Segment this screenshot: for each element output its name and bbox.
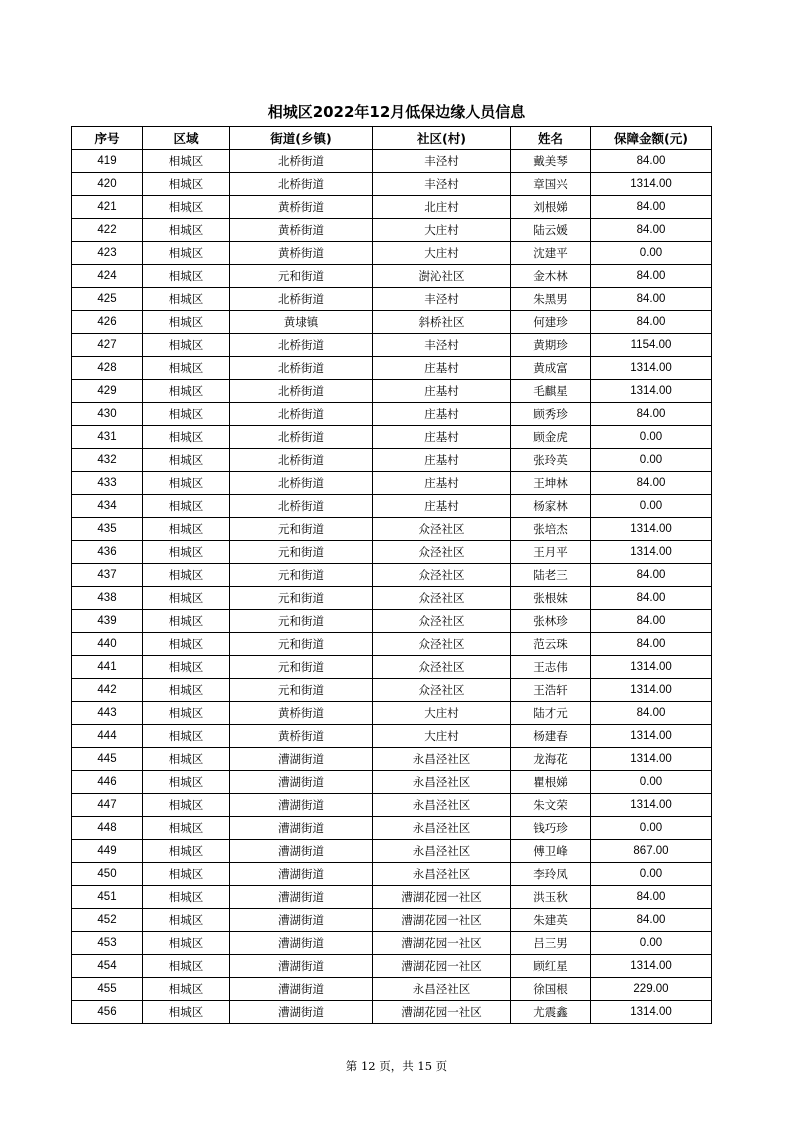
community-cell: 丰泾村 — [373, 150, 511, 173]
community-cell: 丰泾村 — [373, 334, 511, 357]
street-cell: 漕湖街道 — [230, 978, 373, 1001]
table-row — [72, 311, 712, 334]
table-row — [72, 748, 712, 771]
street-cell: 北桥街道 — [230, 380, 373, 403]
name-cell: 黄成富 — [511, 357, 591, 380]
street-cell: 元和街道 — [230, 518, 373, 541]
table-row — [72, 817, 712, 840]
name-cell: 陆云媛 — [511, 219, 591, 242]
table-row — [72, 426, 712, 449]
name-cell: 杨家林 — [511, 495, 591, 518]
name-cell: 金木林 — [511, 265, 591, 288]
index-cell: 436 — [72, 541, 143, 564]
name-cell: 龙海花 — [511, 748, 591, 771]
name-cell: 张林珍 — [511, 610, 591, 633]
region-cell: 相城区 — [143, 978, 230, 1001]
region-cell: 相城区 — [143, 633, 230, 656]
amount-cell: 1314.00 — [591, 357, 712, 380]
street-cell: 黄桥街道 — [230, 219, 373, 242]
region-cell: 相城区 — [143, 357, 230, 380]
table-row — [72, 449, 712, 472]
street-cell: 黄桥街道 — [230, 702, 373, 725]
street-cell: 漕湖街道 — [230, 863, 373, 886]
community-cell: 庄基村 — [373, 495, 511, 518]
index-cell: 447 — [72, 794, 143, 817]
community-cell: 众泾社区 — [373, 633, 511, 656]
community-cell: 漕湖花园一社区 — [373, 1001, 511, 1024]
column-header-name: 姓名 — [511, 127, 591, 150]
region-cell: 相城区 — [143, 449, 230, 472]
recipients-table — [71, 126, 712, 1024]
table-header-row — [72, 127, 712, 150]
region-cell: 相城区 — [143, 173, 230, 196]
street-cell: 元和街道 — [230, 564, 373, 587]
name-cell: 洪玉秋 — [511, 886, 591, 909]
column-header-community: 社区(村) — [373, 127, 511, 150]
table-row — [72, 219, 712, 242]
index-cell: 421 — [72, 196, 143, 219]
community-cell: 庄基村 — [373, 426, 511, 449]
street-cell: 漕湖街道 — [230, 886, 373, 909]
name-cell: 陆老三 — [511, 564, 591, 587]
community-cell: 漕湖花园一社区 — [373, 955, 511, 978]
table-row — [72, 380, 712, 403]
index-cell: 443 — [72, 702, 143, 725]
table-row — [72, 334, 712, 357]
street-cell: 漕湖街道 — [230, 1001, 373, 1024]
community-cell: 永昌泾社区 — [373, 748, 511, 771]
community-cell: 永昌泾社区 — [373, 817, 511, 840]
index-cell: 451 — [72, 886, 143, 909]
index-cell: 452 — [72, 909, 143, 932]
index-cell: 442 — [72, 679, 143, 702]
street-cell: 北桥街道 — [230, 449, 373, 472]
amount-cell: 0.00 — [591, 426, 712, 449]
region-cell: 相城区 — [143, 219, 230, 242]
community-cell: 永昌泾社区 — [373, 771, 511, 794]
table-row — [72, 909, 712, 932]
table-row — [72, 564, 712, 587]
name-cell: 瞿根娣 — [511, 771, 591, 794]
page-number: 第 12 页，共 15 页 — [345, 1059, 448, 1073]
region-cell: 相城区 — [143, 518, 230, 541]
index-cell: 430 — [72, 403, 143, 426]
column-header-region: 区域 — [143, 127, 230, 150]
street-cell: 黄埭镇 — [230, 311, 373, 334]
region-cell: 相城区 — [143, 771, 230, 794]
community-cell: 漕湖花园一社区 — [373, 909, 511, 932]
amount-cell: 0.00 — [591, 449, 712, 472]
region-cell: 相城区 — [143, 725, 230, 748]
name-cell: 张玲英 — [511, 449, 591, 472]
amount-cell: 84.00 — [591, 909, 712, 932]
region-cell: 相城区 — [143, 403, 230, 426]
amount-cell: 867.00 — [591, 840, 712, 863]
region-cell: 相城区 — [143, 840, 230, 863]
street-cell: 北桥街道 — [230, 334, 373, 357]
amount-cell: 84.00 — [591, 150, 712, 173]
community-cell: 永昌泾社区 — [373, 863, 511, 886]
street-cell: 元和街道 — [230, 679, 373, 702]
index-cell: 434 — [72, 495, 143, 518]
region-cell: 相城区 — [143, 794, 230, 817]
table-row — [72, 679, 712, 702]
region-cell: 相城区 — [143, 541, 230, 564]
amount-cell: 0.00 — [591, 817, 712, 840]
community-cell: 众泾社区 — [373, 518, 511, 541]
index-cell: 419 — [72, 150, 143, 173]
street-cell: 元和街道 — [230, 265, 373, 288]
region-cell: 相城区 — [143, 472, 230, 495]
name-cell: 张培杰 — [511, 518, 591, 541]
street-cell: 元和街道 — [230, 541, 373, 564]
table-row — [72, 196, 712, 219]
region-cell: 相城区 — [143, 863, 230, 886]
index-cell: 454 — [72, 955, 143, 978]
index-cell: 429 — [72, 380, 143, 403]
region-cell: 相城区 — [143, 817, 230, 840]
region-cell: 相城区 — [143, 242, 230, 265]
amount-cell: 84.00 — [591, 265, 712, 288]
name-cell: 傅卫峰 — [511, 840, 591, 863]
amount-cell: 1314.00 — [591, 955, 712, 978]
table-body — [72, 150, 712, 1024]
table-row — [72, 242, 712, 265]
amount-cell: 1314.00 — [591, 1001, 712, 1024]
region-cell: 相城区 — [143, 909, 230, 932]
community-cell: 庄基村 — [373, 403, 511, 426]
region-cell: 相城区 — [143, 334, 230, 357]
index-cell: 427 — [72, 334, 143, 357]
table-row — [72, 610, 712, 633]
name-cell: 范云珠 — [511, 633, 591, 656]
street-cell: 黄桥街道 — [230, 196, 373, 219]
index-cell: 453 — [72, 932, 143, 955]
name-cell: 张根妹 — [511, 587, 591, 610]
table-row — [72, 403, 712, 426]
community-cell: 庄基村 — [373, 449, 511, 472]
name-cell: 刘根娣 — [511, 196, 591, 219]
column-header-street: 街道(乡镇) — [230, 127, 373, 150]
amount-cell: 0.00 — [591, 932, 712, 955]
index-cell: 450 — [72, 863, 143, 886]
community-cell: 漕湖花园一社区 — [373, 886, 511, 909]
street-cell: 漕湖街道 — [230, 840, 373, 863]
table-row — [72, 633, 712, 656]
index-cell: 431 — [72, 426, 143, 449]
index-cell: 433 — [72, 472, 143, 495]
column-header-index: 序号 — [72, 127, 143, 150]
amount-cell: 84.00 — [591, 886, 712, 909]
index-cell: 444 — [72, 725, 143, 748]
table-row — [72, 495, 712, 518]
amount-cell: 0.00 — [591, 863, 712, 886]
amount-cell: 0.00 — [591, 242, 712, 265]
name-cell: 朱建英 — [511, 909, 591, 932]
name-cell: 何建珍 — [511, 311, 591, 334]
index-cell: 435 — [72, 518, 143, 541]
name-cell: 顾秀珍 — [511, 403, 591, 426]
name-cell: 朱文荣 — [511, 794, 591, 817]
amount-cell: 84.00 — [591, 610, 712, 633]
amount-cell: 84.00 — [591, 288, 712, 311]
amount-cell: 1154.00 — [591, 334, 712, 357]
street-cell: 漕湖街道 — [230, 817, 373, 840]
region-cell: 相城区 — [143, 380, 230, 403]
region-cell: 相城区 — [143, 932, 230, 955]
amount-cell: 84.00 — [591, 702, 712, 725]
table-row — [72, 840, 712, 863]
street-cell: 漕湖街道 — [230, 794, 373, 817]
street-cell: 北桥街道 — [230, 288, 373, 311]
amount-cell: 1314.00 — [591, 380, 712, 403]
name-cell: 王浩轩 — [511, 679, 591, 702]
name-cell: 毛麒星 — [511, 380, 591, 403]
amount-cell: 84.00 — [591, 403, 712, 426]
name-cell: 章国兴 — [511, 173, 591, 196]
name-cell: 王月平 — [511, 541, 591, 564]
street-cell: 黄桥街道 — [230, 242, 373, 265]
index-cell: 432 — [72, 449, 143, 472]
street-cell: 元和街道 — [230, 633, 373, 656]
street-cell: 北桥街道 — [230, 403, 373, 426]
community-cell: 永昌泾社区 — [373, 978, 511, 1001]
table-row — [72, 541, 712, 564]
table-row — [72, 656, 712, 679]
name-cell: 杨建春 — [511, 725, 591, 748]
index-cell: 455 — [72, 978, 143, 1001]
table-row — [72, 932, 712, 955]
amount-cell: 0.00 — [591, 495, 712, 518]
community-cell: 庄基村 — [373, 472, 511, 495]
community-cell: 大庄村 — [373, 702, 511, 725]
street-cell: 漕湖街道 — [230, 748, 373, 771]
region-cell: 相城区 — [143, 886, 230, 909]
region-cell: 相城区 — [143, 1001, 230, 1024]
amount-cell: 84.00 — [591, 472, 712, 495]
community-cell: 丰泾村 — [373, 173, 511, 196]
index-cell: 420 — [72, 173, 143, 196]
street-cell: 北桥街道 — [230, 173, 373, 196]
table-row — [72, 1001, 712, 1024]
index-cell: 441 — [72, 656, 143, 679]
region-cell: 相城区 — [143, 311, 230, 334]
community-cell: 大庄村 — [373, 219, 511, 242]
index-cell: 423 — [72, 242, 143, 265]
name-cell: 吕三男 — [511, 932, 591, 955]
community-cell: 漕湖花园一社区 — [373, 932, 511, 955]
table-row — [72, 771, 712, 794]
community-cell: 众泾社区 — [373, 587, 511, 610]
index-cell: 448 — [72, 817, 143, 840]
table-row — [72, 978, 712, 1001]
amount-cell: 1314.00 — [591, 173, 712, 196]
index-cell: 422 — [72, 219, 143, 242]
index-cell: 426 — [72, 311, 143, 334]
street-cell: 北桥街道 — [230, 357, 373, 380]
street-cell: 漕湖街道 — [230, 955, 373, 978]
region-cell: 相城区 — [143, 702, 230, 725]
street-cell: 元和街道 — [230, 587, 373, 610]
amount-cell: 1314.00 — [591, 748, 712, 771]
region-cell: 相城区 — [143, 679, 230, 702]
community-cell: 众泾社区 — [373, 656, 511, 679]
index-cell: 437 — [72, 564, 143, 587]
street-cell: 北桥街道 — [230, 495, 373, 518]
street-cell: 漕湖街道 — [230, 932, 373, 955]
page-title: 相城区2022年12月低保边缘人员信息 — [267, 103, 526, 121]
amount-cell: 0.00 — [591, 771, 712, 794]
name-cell: 朱黑男 — [511, 288, 591, 311]
table-row — [72, 886, 712, 909]
index-cell: 424 — [72, 265, 143, 288]
index-cell: 440 — [72, 633, 143, 656]
region-cell: 相城区 — [143, 495, 230, 518]
street-cell: 黄桥街道 — [230, 725, 373, 748]
community-cell: 永昌泾社区 — [373, 840, 511, 863]
index-cell: 438 — [72, 587, 143, 610]
community-cell: 众泾社区 — [373, 610, 511, 633]
name-cell: 王坤林 — [511, 472, 591, 495]
community-cell: 大庄村 — [373, 242, 511, 265]
table-row — [72, 955, 712, 978]
table-row — [72, 587, 712, 610]
amount-cell: 84.00 — [591, 219, 712, 242]
name-cell: 钱巧珍 — [511, 817, 591, 840]
name-cell: 尤震鑫 — [511, 1001, 591, 1024]
index-cell: 439 — [72, 610, 143, 633]
table-row — [72, 265, 712, 288]
region-cell: 相城区 — [143, 288, 230, 311]
amount-cell: 1314.00 — [591, 794, 712, 817]
street-cell: 漕湖街道 — [230, 771, 373, 794]
name-cell: 沈建平 — [511, 242, 591, 265]
name-cell: 李玲凤 — [511, 863, 591, 886]
street-cell: 元和街道 — [230, 656, 373, 679]
community-cell: 澍沁社区 — [373, 265, 511, 288]
amount-cell: 84.00 — [591, 587, 712, 610]
index-cell: 449 — [72, 840, 143, 863]
index-cell: 456 — [72, 1001, 143, 1024]
index-cell: 446 — [72, 771, 143, 794]
amount-cell: 229.00 — [591, 978, 712, 1001]
name-cell: 顾金虎 — [511, 426, 591, 449]
street-cell: 元和街道 — [230, 610, 373, 633]
amount-cell: 84.00 — [591, 311, 712, 334]
column-header-amount: 保障金额(元) — [591, 127, 712, 150]
amount-cell: 84.00 — [591, 633, 712, 656]
street-cell: 北桥街道 — [230, 426, 373, 449]
community-cell: 斜桥社区 — [373, 311, 511, 334]
street-cell: 北桥街道 — [230, 150, 373, 173]
community-cell: 众泾社区 — [373, 541, 511, 564]
amount-cell: 1314.00 — [591, 679, 712, 702]
amount-cell: 1314.00 — [591, 725, 712, 748]
region-cell: 相城区 — [143, 564, 230, 587]
community-cell: 庄基村 — [373, 380, 511, 403]
index-cell: 425 — [72, 288, 143, 311]
table-row — [72, 288, 712, 311]
region-cell: 相城区 — [143, 196, 230, 219]
region-cell: 相城区 — [143, 610, 230, 633]
name-cell: 顾红星 — [511, 955, 591, 978]
region-cell: 相城区 — [143, 656, 230, 679]
table-row — [72, 472, 712, 495]
amount-cell: 84.00 — [591, 564, 712, 587]
community-cell: 众泾社区 — [373, 564, 511, 587]
street-cell: 北桥街道 — [230, 472, 373, 495]
street-cell: 漕湖街道 — [230, 909, 373, 932]
community-cell: 大庄村 — [373, 725, 511, 748]
region-cell: 相城区 — [143, 426, 230, 449]
community-cell: 永昌泾社区 — [373, 794, 511, 817]
amount-cell: 84.00 — [591, 196, 712, 219]
region-cell: 相城区 — [143, 748, 230, 771]
name-cell: 黄期珍 — [511, 334, 591, 357]
name-cell: 王志伟 — [511, 656, 591, 679]
table-row — [72, 794, 712, 817]
region-cell: 相城区 — [143, 150, 230, 173]
amount-cell: 1314.00 — [591, 656, 712, 679]
name-cell: 陆才元 — [511, 702, 591, 725]
name-cell: 徐国根 — [511, 978, 591, 1001]
table-row — [72, 357, 712, 380]
table-row — [72, 702, 712, 725]
region-cell: 相城区 — [143, 587, 230, 610]
community-cell: 众泾社区 — [373, 679, 511, 702]
amount-cell: 1314.00 — [591, 518, 712, 541]
table-row — [72, 725, 712, 748]
table-row — [72, 150, 712, 173]
amount-cell: 1314.00 — [591, 541, 712, 564]
index-cell: 445 — [72, 748, 143, 771]
region-cell: 相城区 — [143, 955, 230, 978]
index-cell: 428 — [72, 357, 143, 380]
name-cell: 戴美琴 — [511, 150, 591, 173]
community-cell: 庄基村 — [373, 357, 511, 380]
table-row — [72, 173, 712, 196]
table-row — [72, 518, 712, 541]
table-row — [72, 863, 712, 886]
community-cell: 北庄村 — [373, 196, 511, 219]
community-cell: 丰泾村 — [373, 288, 511, 311]
region-cell: 相城区 — [143, 265, 230, 288]
